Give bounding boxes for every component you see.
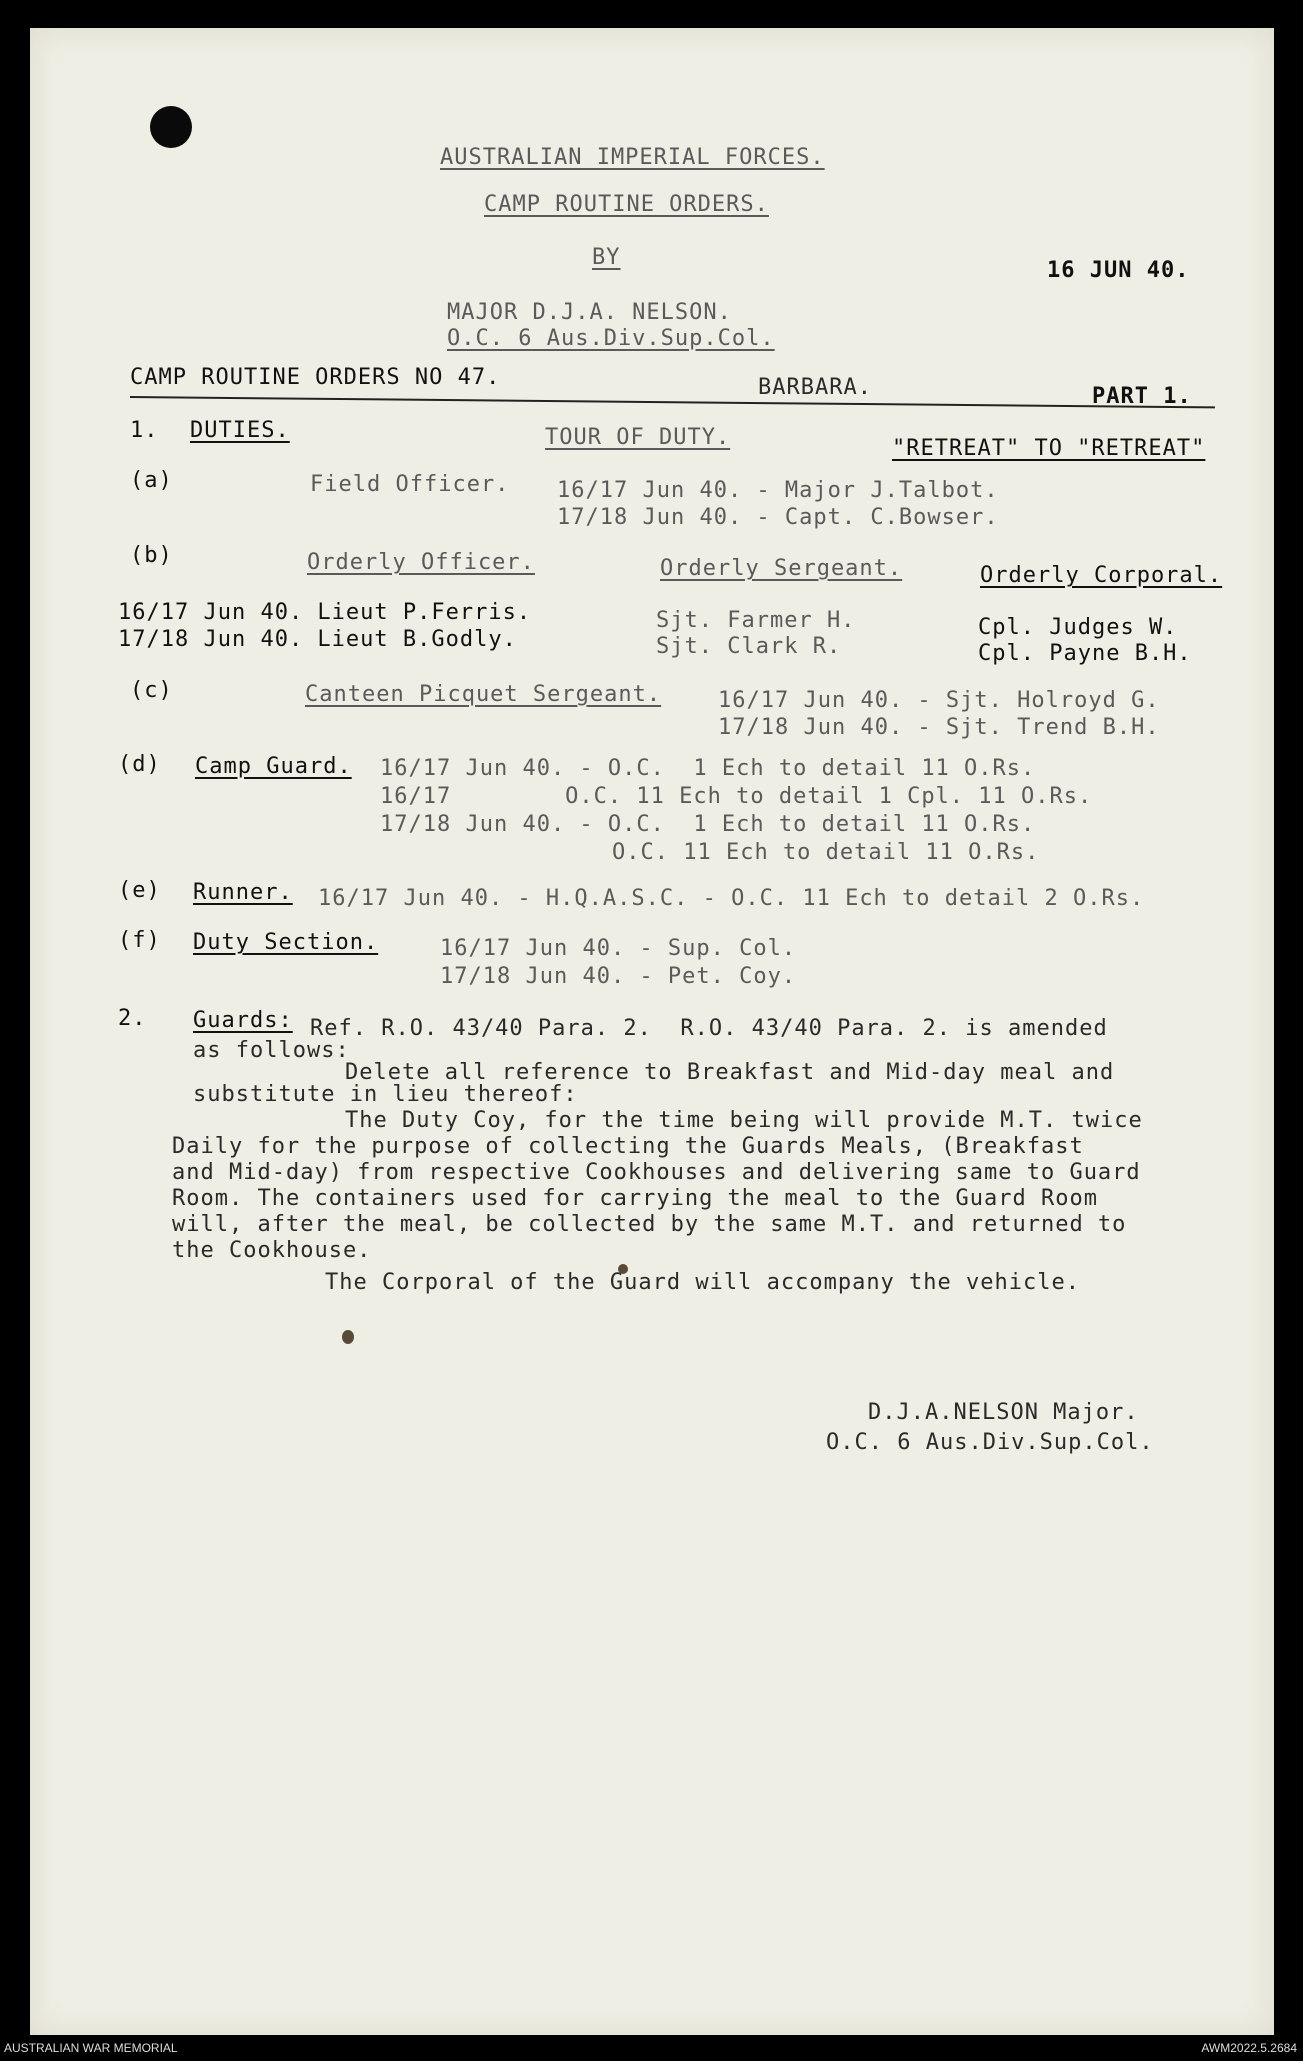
duty-line: O.C. 11 Ech to detail 11 O.Rs. (612, 840, 1040, 865)
org-title: AUSTRALIAN IMPERIAL FORCES. (440, 145, 825, 170)
duty-role: Camp Guard. (195, 754, 352, 779)
duty-line: 17/18 Jun 40. - O.C. 1 Ech to detail 11 O.Rs. (380, 812, 1036, 837)
duty-role: Field Officer. (310, 472, 510, 497)
duty-line: 16/17 Jun 40. - Sjt. Holroyd G. (718, 688, 1160, 713)
column-heading: Orderly Officer. (307, 550, 535, 575)
body-line: The Duty Coy, for the time being will provide M.T. twice (345, 1108, 1143, 1133)
duty-line: 16/17 Jun 40. Lieut P.Ferris. (118, 600, 532, 625)
duty-role: Canteen Picquet Sergeant. (305, 682, 662, 707)
body-line: the Cookhouse. (172, 1238, 372, 1263)
duty-line: 16/17 Jun 40. - O.C. 1 Ech to detail 11 O.Rs. (380, 756, 1036, 781)
doc-date: 16 JUN 40. (1047, 258, 1190, 283)
footer-source: AUSTRALIAN WAR MEMORIAL (4, 2041, 178, 2055)
location: BARBARA. (758, 375, 872, 400)
signature-name: D.J.A.NELSON Major. (868, 1400, 1139, 1425)
body-line: will, after the meal, be collected by the same M.T. and returned to (172, 1212, 1127, 1237)
section-number: 1. (130, 418, 159, 443)
issuer-unit: O.C. 6 Aus.Div.Sup.Col. (447, 326, 775, 351)
footer-accession: AWM2022.5.2684 (1201, 2041, 1297, 2055)
duty-line: 16/17 Jun 40. - Sup. Col. (440, 936, 797, 961)
orders-number: CAMP ROUTINE ORDERS NO 47. (130, 365, 501, 390)
duty-line: Sjt. Farmer H. (656, 608, 856, 633)
body-line: Daily for the purpose of collecting the Guards Meals, (Breakfast (172, 1134, 1084, 1159)
section-heading: DUTIES. (190, 418, 290, 443)
by-label: BY (592, 245, 621, 270)
duty-line: 17/18 Jun 40. Lieut B.Godly. (118, 627, 517, 652)
body-line: substitute in lieu thereof: (193, 1082, 578, 1107)
punch-hole (150, 106, 192, 148)
duty-line: 16/17 Jun 40. - H.Q.A.S.C. - O.C. 11 Ech to detail 2 O.Rs. (318, 886, 1145, 911)
item-letter: (b) (130, 543, 173, 568)
duty-role: Runner. (193, 880, 293, 905)
section-heading: Guards: (193, 1008, 293, 1033)
item-letter: (a) (130, 468, 173, 493)
issuer-name: MAJOR D.J.A. NELSON. (447, 300, 732, 325)
duty-line: 16/17 Jun 40. - Major J.Talbot. (557, 478, 999, 503)
duty-line: 17/18 Jun 40. - Pet. Coy. (440, 964, 797, 989)
doc-title: CAMP ROUTINE ORDERS. (484, 192, 769, 217)
retreat-heading: "RETREAT" TO "RETREAT" (892, 436, 1206, 461)
duty-line: Sjt. Clark R. (656, 634, 842, 659)
duty-line: 17/18 Jun 40. - Sjt. Trend B.H. (718, 715, 1160, 740)
duty-line: Cpl. Judges W. (978, 615, 1178, 640)
body-line: Room. The containers used for carrying the meal to the Guard Room (172, 1186, 1098, 1211)
duty-line: 16/17 O.C. 11 Ech to detail 1 Cpl. 11 O.Rs. (380, 784, 1093, 809)
column-heading: Orderly Corporal. (980, 563, 1223, 588)
item-letter: (c) (130, 678, 173, 703)
column-heading: Orderly Sergeant. (660, 556, 903, 581)
signature-unit: O.C. 6 Aus.Div.Sup.Col. (826, 1430, 1154, 1455)
part-label: PART 1. (1092, 384, 1192, 409)
tour-heading: TOUR OF DUTY. (545, 425, 731, 450)
body-line: Ref. R.O. 43/40 Para. 2. R.O. 43/40 Para. 2. is amended (310, 1016, 1108, 1041)
section-number: 2. (118, 1006, 147, 1031)
duty-line: Cpl. Payne B.H. (978, 641, 1192, 666)
item-letter: (e) (118, 878, 161, 903)
duty-line: 17/18 Jun 40. - Capt. C.Bowser. (557, 505, 999, 530)
item-letter: (d) (118, 752, 161, 777)
body-line: and Mid-day) from respective Cookhouses and delivering same to Guard (172, 1160, 1141, 1185)
ink-spot (342, 1330, 354, 1344)
item-letter: (f) (118, 928, 161, 953)
body-line: as follows: (193, 1038, 350, 1063)
body-line: Delete all reference to Breakfast and Mid-day meal and (345, 1060, 1115, 1085)
body-line: The Corporal of the Guard will accompany the vehicle. (325, 1270, 1080, 1295)
duty-role: Duty Section. (193, 930, 379, 955)
